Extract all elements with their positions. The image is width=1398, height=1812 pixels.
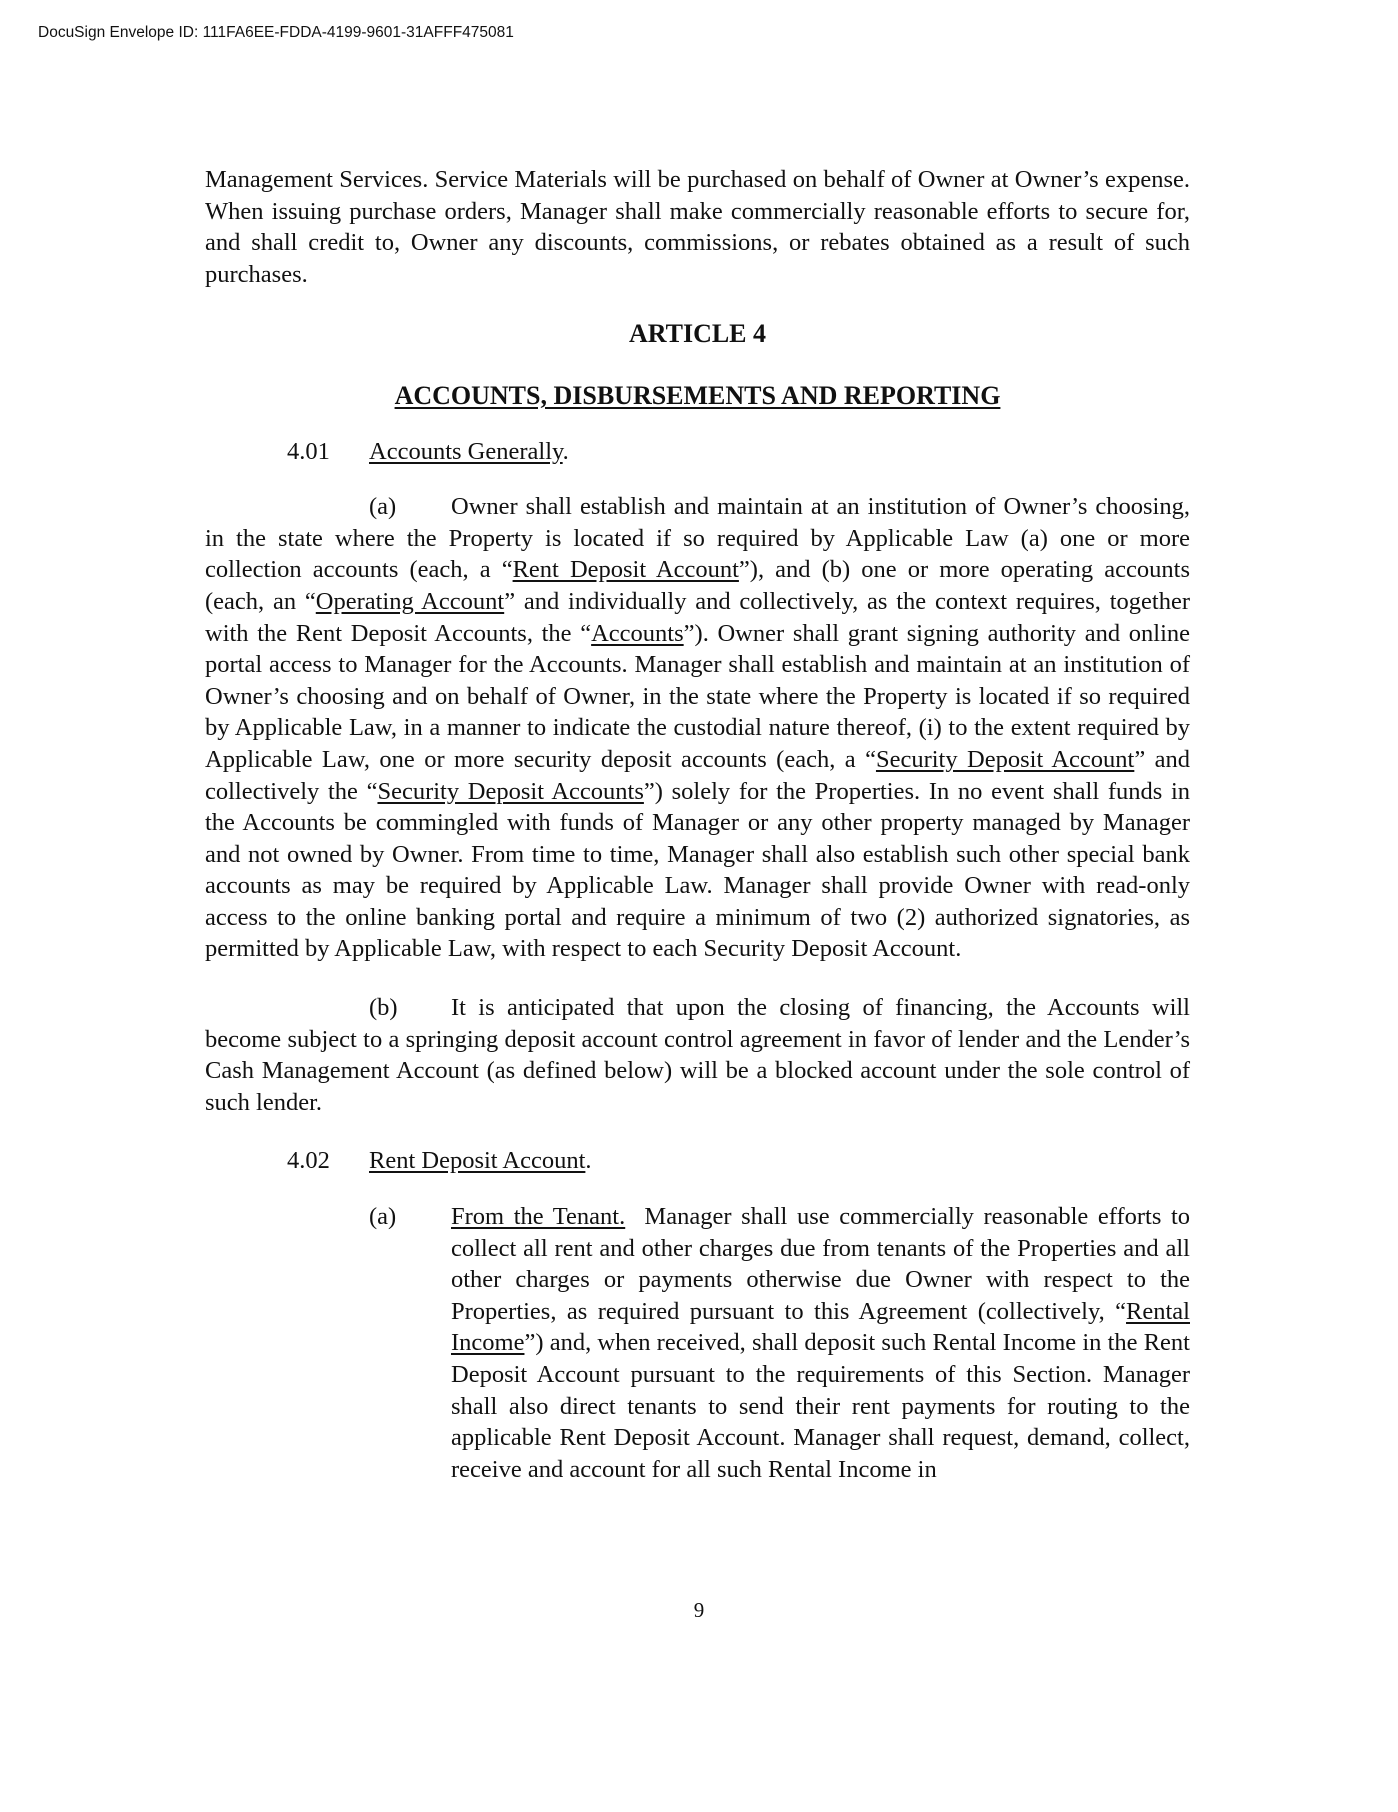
docusign-envelope-id: DocuSign Envelope ID: 111FA6EE-FDDA-4199-9601-31AFFF475081	[38, 24, 514, 41]
paragraph-label: (b)	[369, 994, 398, 1022]
section-title: Rent Deposit Account.	[369, 1147, 592, 1175]
article-title: ACCOUNTS, DISBURSEMENTS AND REPORTING	[394, 380, 1001, 410]
section-title: Accounts Generally.	[369, 437, 569, 465]
document-body	[205, 164, 1190, 1485]
paragraph-body: From the Tenant. Manager shall use commercially reasonable efforts to collect all rent and other charges due from tenants of the Properties and all other charges or payments otherwise due Owner with respect to the Properties, as required pursuant to this Agreement (collectively, “Rental Income”) and, when received, shall deposit such Rental Income in the Rent Deposit Account pursuant to the requirements of this Section. Manager shall also direct tenants to send their rent payments for routing to the applicable Rent Deposit Account. Manager shall request, demand, collect, receive and account for all such Rental Income in	[451, 1203, 1191, 1483]
section-heading-4-01	[287, 436, 1190, 468]
defined-term: Security Deposit Account	[875, 745, 1135, 773]
defined-term: Operating Account	[315, 587, 505, 615]
defined-term: Security Deposit Accounts	[377, 777, 644, 805]
section-number: 4.01	[287, 437, 330, 465]
paragraph-4-01-a: (a) Owner shall establish and maintain at an institution of Owner’s choosing, in the state where the Property is located if so required by Applicable Law (a) one or more collection accounts (each, a “Rent Deposit Account”), and (b) one or more operating accounts (each, an “Operating Account” and individually and collectively, as the context requires, together with the Rent Deposit Accounts, the “Accounts”). Owner shall grant signing authority and online portal access to Manager for the Accounts. Manager shall establish and maintain at an institution of Owner’s choosing and on behalf of Owner, in the state where the Property is located if so required by Applicable Law, in a manner to indicate the custodial nature thereof, (i) to the extent required by Applicable Law, one or more security deposit accounts (each, a “Security Deposit Account” and collectively the “Security Deposit Accounts”) solely for the Properties. In no event shall funds in the Accounts be commingled with funds of Manager or any other property managed by Manager and not owned by Owner. From time to time, Manager shall also establish such other special bank accounts as may be required by Applicable Law. Manager shall provide Owner with read-only access to the online banking portal and require a minimum of two (2) authorized signatories, as permitted by Applicable Law, with respect to each Security Deposit Account.	[205, 493, 1191, 963]
paragraph-heading: From the Tenant.	[451, 1203, 626, 1231]
article-number: ARTICLE 4	[628, 319, 767, 349]
page-number: 9	[693, 1598, 705, 1622]
paragraph-4-02-a	[369, 1201, 1190, 1485]
paragraph-4-01-b: (b) It is anticipated that upon the closing of financing, the Accounts will become subject to a springing deposit account control agreement in favor of lender and the Lender’s Cash Management Account (as defined below) will be a blocked account under the sole control of such lender.	[205, 994, 1190, 1116]
paragraph-label: (a)	[369, 493, 397, 521]
section-heading-4-02	[287, 1145, 1190, 1177]
defined-term: Rent Deposit Account	[512, 556, 739, 584]
intro-paragraph: Management Services. Service Materials will be purchased on behalf of Owner at Owner’s expense. When issuing purchase orders, Manager shall make commercially reasonable efforts to secure for, and shall credit to, Owner any discounts, commissions, or rebates obtained as a result of such purchases.	[205, 166, 1190, 288]
paragraph-label: (a)	[369, 1203, 397, 1231]
section-number: 4.02	[287, 1147, 330, 1175]
defined-term: Accounts	[591, 619, 684, 647]
defined-term: Rental Income	[451, 1297, 1190, 1357]
